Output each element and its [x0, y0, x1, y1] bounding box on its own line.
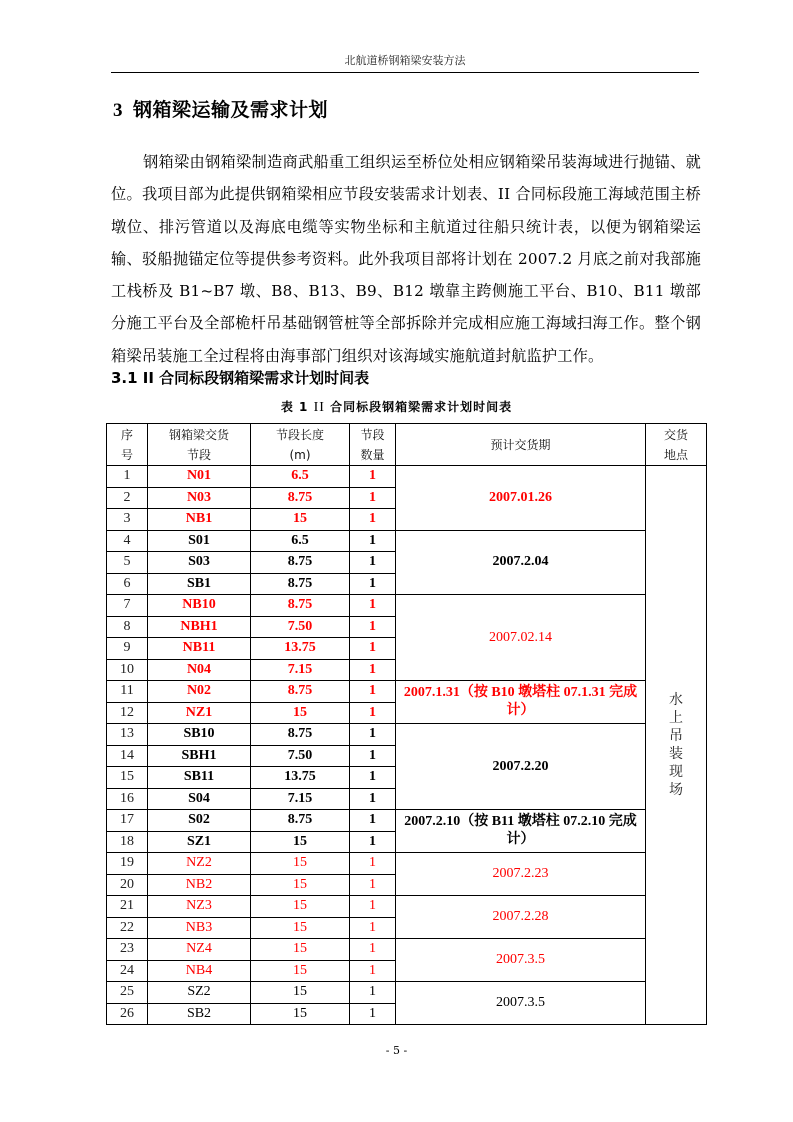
cell-delivery-date: 2007.2.23	[396, 853, 646, 896]
cell-segment: NB2	[148, 874, 251, 896]
header-qty: 节段数量	[350, 424, 396, 466]
cell-seq: 1	[107, 466, 148, 488]
cell-qty: 1	[350, 638, 396, 660]
cell-length: 15	[251, 1003, 350, 1025]
cell-length: 15	[251, 939, 350, 961]
header-length: 节段长度(m)	[251, 424, 350, 466]
cell-qty: 1	[350, 659, 396, 681]
table-row	[107, 853, 707, 875]
cell-seq: 7	[107, 595, 148, 617]
cell-segment: S01	[148, 530, 251, 552]
header-divider	[111, 72, 699, 73]
cell-seq: 17	[107, 810, 148, 832]
cell-seq: 25	[107, 982, 148, 1004]
cell-qty: 1	[350, 595, 396, 617]
cell-length: 6.5	[251, 466, 350, 488]
cell-seq: 14	[107, 745, 148, 767]
cell-qty: 1	[350, 896, 396, 918]
cell-segment: NB11	[148, 638, 251, 660]
cell-segment: NB10	[148, 595, 251, 617]
cell-seq: 11	[107, 681, 148, 703]
chapter-title	[113, 95, 328, 122]
cell-seq: 5	[107, 552, 148, 574]
cell-length: 8.75	[251, 724, 350, 746]
cell-delivery-date: 2007.1.31（按 B10 墩塔柱 07.1.31 完成计）	[396, 681, 646, 724]
cell-segment: NZ3	[148, 896, 251, 918]
table-row	[107, 724, 707, 746]
body-paragraph: 钢箱梁由钢箱梁制造商武船重工组织运至桥位处相应钢箱梁吊装海域进行抛锚、就位。我项目部为此提供钢箱梁相应节段安装需求计划表、II 合同标段施工海域范围主桥墩位、排污管道以及海底电缆等实物坐标和主航道过往船只统计表，以便为钢箱梁运输、驳船抛锚定位等提供参考资料。此外我项目部将计划在 2007.2 月底之前对我部施工栈桥及 B1~B7 墩、B8、B13、B9、B12 墩靠主跨侧施工平台、B10、B11 墩部分施工平台及全部桅杆吊基础钢管桩等全部拆除并完成相应施工海域扫海工作。整个钢箱梁吊装施工全过程将由海事部门组织对该海域实施航道封航监护工作。	[111, 153, 701, 365]
cell-segment: SZ2	[148, 982, 251, 1004]
table-row	[107, 466, 707, 488]
cell-seq: 13	[107, 724, 148, 746]
header-date: 预计交货期	[396, 424, 646, 466]
cell-length: 8.75	[251, 573, 350, 595]
chapter-number: 3	[113, 100, 123, 121]
cell-length: 7.50	[251, 745, 350, 767]
header-place: 交货地点	[646, 424, 707, 466]
cell-segment: N04	[148, 659, 251, 681]
cell-qty: 1	[350, 767, 396, 789]
header-seq: 序号	[107, 424, 148, 466]
cell-segment: SB1	[148, 573, 251, 595]
cell-qty: 1	[350, 573, 396, 595]
table-caption-text: 合同标段钢箱梁需求计划时间表	[330, 400, 513, 414]
cell-qty: 1	[350, 487, 396, 509]
cell-qty: 1	[350, 509, 396, 531]
page-header: 北航道桥钢箱梁安装方法	[344, 54, 466, 67]
cell-length: 15	[251, 509, 350, 531]
cell-seq: 2	[107, 487, 148, 509]
cell-length: 15	[251, 960, 350, 982]
cell-length: 15	[251, 874, 350, 896]
cell-seq: 8	[107, 616, 148, 638]
cell-length: 8.75	[251, 810, 350, 832]
cell-delivery-date: 2007.3.5	[396, 982, 646, 1025]
cell-qty: 1	[350, 853, 396, 875]
cell-length: 15	[251, 896, 350, 918]
cell-seq: 12	[107, 702, 148, 724]
cell-segment: NB3	[148, 917, 251, 939]
cell-qty: 1	[350, 466, 396, 488]
cell-length: 15	[251, 853, 350, 875]
cell-qty: 1	[350, 552, 396, 574]
cell-delivery-date: 2007.2.10（按 B11 墩塔柱 07.2.10 完成计）	[396, 810, 646, 853]
cell-qty: 1	[350, 616, 396, 638]
cell-qty: 1	[350, 788, 396, 810]
cell-segment: SBH1	[148, 745, 251, 767]
cell-seq: 23	[107, 939, 148, 961]
table-caption	[0, 398, 793, 416]
cell-qty: 1	[350, 1003, 396, 1025]
cell-delivery-date: 2007.02.14	[396, 595, 646, 681]
cell-segment: N01	[148, 466, 251, 488]
header-segment: 钢箱梁交货节段	[148, 424, 251, 466]
cell-segment: SZ1	[148, 831, 251, 853]
cell-qty: 1	[350, 745, 396, 767]
cell-length: 6.5	[251, 530, 350, 552]
cell-delivery-place: 水上吊装现场	[646, 466, 707, 1025]
cell-delivery-date: 2007.2.20	[396, 724, 646, 810]
cell-length: 13.75	[251, 767, 350, 789]
table-caption-roman: II	[313, 400, 325, 415]
cell-qty: 1	[350, 917, 396, 939]
cell-segment: SB11	[148, 767, 251, 789]
cell-qty: 1	[350, 681, 396, 703]
cell-length: 8.75	[251, 681, 350, 703]
cell-length: 15	[251, 982, 350, 1004]
section-title: 3.1 II 合同标段钢箱梁需求计划时间表	[111, 369, 370, 387]
cell-seq: 19	[107, 853, 148, 875]
chapter-title-text: 钢箱梁运输及需求计划	[133, 99, 329, 121]
table-row	[107, 896, 707, 918]
cell-length: 7.50	[251, 616, 350, 638]
cell-seq: 10	[107, 659, 148, 681]
cell-seq: 9	[107, 638, 148, 660]
demand-plan-table	[106, 423, 707, 1025]
cell-length: 13.75	[251, 638, 350, 660]
cell-seq: 22	[107, 917, 148, 939]
cell-qty: 1	[350, 724, 396, 746]
cell-qty: 1	[350, 702, 396, 724]
cell-segment: SB10	[148, 724, 251, 746]
cell-segment: N03	[148, 487, 251, 509]
cell-length: 7.15	[251, 659, 350, 681]
cell-segment: S04	[148, 788, 251, 810]
cell-seq: 6	[107, 573, 148, 595]
cell-segment: NZ1	[148, 702, 251, 724]
cell-segment: NB4	[148, 960, 251, 982]
cell-segment: S03	[148, 552, 251, 574]
cell-delivery-date: 2007.01.26	[396, 466, 646, 531]
cell-length: 15	[251, 917, 350, 939]
cell-segment: N02	[148, 681, 251, 703]
page-number: - 5 -	[385, 1044, 408, 1057]
table-row	[107, 595, 707, 617]
table-row	[107, 982, 707, 1004]
cell-length: 15	[251, 702, 350, 724]
cell-delivery-date: 2007.3.5	[396, 939, 646, 982]
cell-seq: 16	[107, 788, 148, 810]
cell-qty: 1	[350, 831, 396, 853]
table-row	[107, 530, 707, 552]
cell-qty: 1	[350, 982, 396, 1004]
cell-length: 15	[251, 831, 350, 853]
cell-seq: 15	[107, 767, 148, 789]
cell-segment: SB2	[148, 1003, 251, 1025]
cell-seq: 18	[107, 831, 148, 853]
cell-length: 8.75	[251, 595, 350, 617]
cell-length: 8.75	[251, 552, 350, 574]
cell-segment: NZ4	[148, 939, 251, 961]
cell-seq: 20	[107, 874, 148, 896]
cell-seq: 3	[107, 509, 148, 531]
table-row	[107, 681, 707, 703]
cell-qty: 1	[350, 939, 396, 961]
cell-segment: NBH1	[148, 616, 251, 638]
cell-qty: 1	[350, 530, 396, 552]
cell-qty: 1	[350, 810, 396, 832]
cell-length: 7.15	[251, 788, 350, 810]
cell-seq: 24	[107, 960, 148, 982]
cell-segment: NB1	[148, 509, 251, 531]
cell-seq: 21	[107, 896, 148, 918]
cell-qty: 1	[350, 874, 396, 896]
cell-length: 8.75	[251, 487, 350, 509]
cell-seq: 26	[107, 1003, 148, 1025]
table-caption-prefix: 表 1	[280, 400, 309, 414]
table-header-row	[107, 424, 707, 466]
cell-seq: 4	[107, 530, 148, 552]
cell-delivery-date: 2007.2.04	[396, 530, 646, 595]
cell-segment: NZ2	[148, 853, 251, 875]
table-row	[107, 939, 707, 961]
cell-delivery-date: 2007.2.28	[396, 896, 646, 939]
table-row	[107, 810, 707, 832]
cell-qty: 1	[350, 960, 396, 982]
cell-segment: S02	[148, 810, 251, 832]
